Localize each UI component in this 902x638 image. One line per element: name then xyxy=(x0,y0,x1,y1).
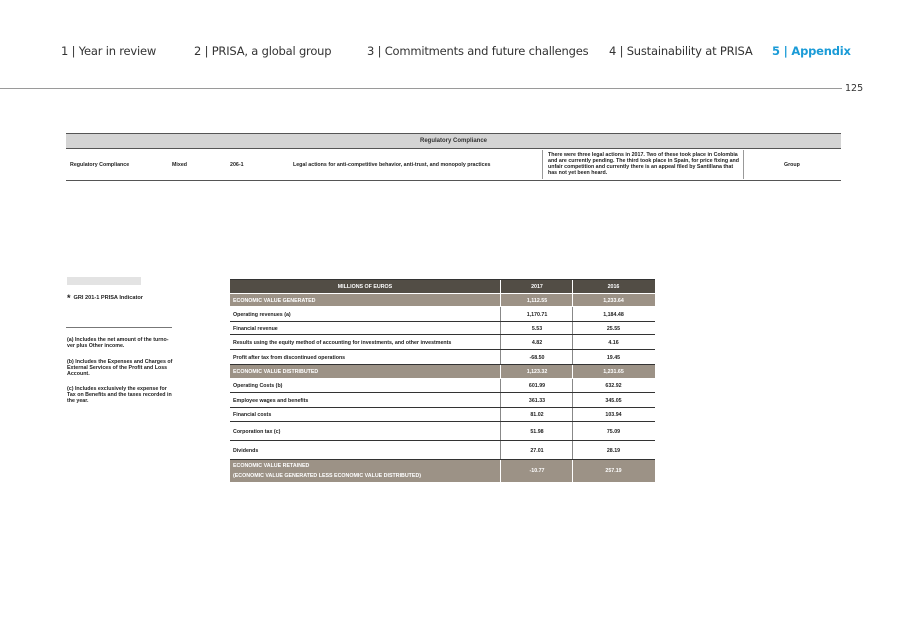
nav-sustainability[interactable]: 4 | Sustainability at PRISA xyxy=(609,44,753,58)
row-label: Profit after tax from discontinued operations xyxy=(233,355,346,361)
footnote-divider xyxy=(66,327,172,328)
table-row xyxy=(230,408,655,422)
regulatory-table-title: Regulatory Compliance xyxy=(66,133,841,149)
value-2016: 28.19 xyxy=(606,448,621,454)
value-2016: 345.05 xyxy=(605,398,622,404)
aspect-cell: Regulatory Compliance xyxy=(70,162,130,168)
value-2017: 5.53 xyxy=(531,326,543,332)
economic-value-retained-row xyxy=(230,460,655,482)
footnote-a: (a) Includes the net amount of the turno-ver plus Other income. xyxy=(67,337,169,350)
regulatory-compliance-table xyxy=(66,133,841,181)
header-2016: 2016 xyxy=(607,284,620,290)
description-cell: There were three legal actions in 2017. Two of these took place in Colombia and are currently pending. The third took place in Spain, for price fixing and unfair competition and currently there is an appeal filed by Santillana that has not yet been heard. xyxy=(548,152,740,177)
table-row xyxy=(230,393,655,408)
value-2016: 75.09 xyxy=(606,429,621,435)
nav-appendix[interactable]: 5 | Appendix xyxy=(772,44,851,58)
table-row xyxy=(230,322,655,335)
row-label: Financial costs xyxy=(233,412,272,418)
header-divider xyxy=(0,88,842,89)
gri-note-text: GRI 201-1 PRISA Indicator xyxy=(73,295,143,301)
table-row xyxy=(230,441,655,460)
value-2017: -68.50 xyxy=(529,355,545,361)
value-2017: 601.99 xyxy=(528,383,546,389)
value-2016: 4.16 xyxy=(608,340,619,346)
row-label: Dividends xyxy=(233,448,259,454)
row-label: Results using the equity method of accounting for investments, and other investments xyxy=(233,340,452,346)
retained-2016: 257.19 xyxy=(605,468,622,474)
value-2017: 51.98 xyxy=(530,429,544,435)
table-header-row xyxy=(230,280,655,294)
value-2016: 1,231.65 xyxy=(603,369,624,375)
value-2017: 4.82 xyxy=(531,340,543,346)
value-2017: 1,170.71 xyxy=(526,312,548,318)
table-row xyxy=(230,379,655,393)
page-number: 125 xyxy=(845,83,864,94)
type-cell: Mixed xyxy=(172,162,188,168)
scope-cell: Group xyxy=(784,162,800,168)
section-band-row xyxy=(230,365,655,379)
row-label: Operating Costs (b) xyxy=(233,383,283,389)
asterisk-icon: * xyxy=(67,293,71,303)
retained-label-line2: (ECONOMIC VALUE GENERATED LESS ECONOMIC VALUE DISTRIBUTED) xyxy=(233,473,422,479)
gri-indicator-note xyxy=(67,293,143,303)
nav-prisa-global-group[interactable]: 2 | PRISA, a global group xyxy=(194,44,332,58)
gri-code-cell: 206-1 xyxy=(230,162,244,168)
value-2017: 1,112.55 xyxy=(526,298,548,304)
header-2017: 2017 xyxy=(531,284,543,290)
economic-value-table xyxy=(230,279,655,482)
row-label: Employee wages and benefits xyxy=(233,398,309,404)
retained-label-line1: ECONOMIC VALUE RETAINED xyxy=(233,463,310,469)
row-label: ECONOMIC VALUE GENERATED xyxy=(233,298,316,304)
row-label: Financial revenue xyxy=(233,326,278,332)
row-label: Operating revenues (a) xyxy=(233,312,291,318)
value-2016: 103.94 xyxy=(605,412,622,418)
table-row xyxy=(66,149,841,181)
value-2017: 361.33 xyxy=(528,398,546,404)
retained-2017: -10.77 xyxy=(529,468,545,474)
footnote-b: (b) Includes the Expenses and Charges of External Services of the Profit and Loss Account. xyxy=(67,359,173,378)
value-2017: 27.01 xyxy=(530,448,544,454)
table-row xyxy=(230,350,655,365)
nav-commitments[interactable]: 3 | Commitments and future challenges xyxy=(367,44,589,58)
value-2017: 1,123.32 xyxy=(526,369,548,375)
value-2016: 19.45 xyxy=(606,355,621,361)
indicator-cell: Legal actions for anti-competitive behavior, anti-trust, and monopoly practices xyxy=(293,162,491,168)
section-band-row xyxy=(230,294,655,307)
header-label: MILLIONS OF EUROS xyxy=(337,284,393,290)
table-row xyxy=(230,335,655,350)
section-nav xyxy=(0,44,902,58)
value-2016: 632.92 xyxy=(605,383,622,389)
value-2017: 81.02 xyxy=(530,412,544,418)
value-2016: 25.55 xyxy=(606,326,621,332)
table-row xyxy=(230,422,655,441)
nav-year-in-review[interactable]: 1 | Year in review xyxy=(61,44,157,58)
table-row xyxy=(230,307,655,322)
row-label: ECONOMIC VALUE DISTRIBUTED xyxy=(233,369,319,375)
footnote-c: (c) Includes exclusively the expense for Tax on Benefits and the taxes recorded in the year. xyxy=(67,386,172,405)
table-body xyxy=(230,294,655,460)
note-header-bar xyxy=(67,277,141,285)
value-2016: 1,233.64 xyxy=(603,298,624,304)
row-label: Corporation tax (c) xyxy=(233,429,281,435)
value-2016: 1,184.48 xyxy=(603,312,624,318)
